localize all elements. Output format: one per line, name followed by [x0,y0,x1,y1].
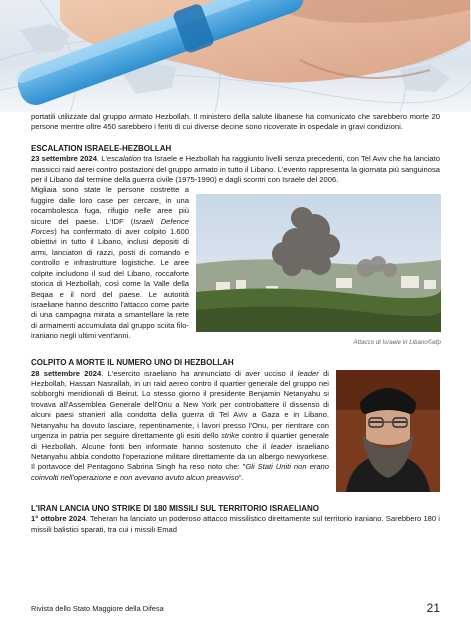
nasrallah-portrait-figure [336,370,440,495]
airstrike-photo-figure [196,194,441,348]
section-heading-iran: L'IRAN LANCIA UNO STRIKE DI 180 MISSILI SUL TERRITORIO ISRAELIANO [31,504,319,514]
nasrallah-portrait-photo [336,370,440,492]
magazine-name: Rivista dello Stato Maggiore della Difesa [31,604,164,613]
page-number: 21 [426,601,440,615]
iran-paragraph: 1° ottobre 2024. Teheran ha lanciato un poderoso attacco missilistico direttamente sul territorio iraniano. Sarebbero 180 i missili balistici sparati, tra cui i missili Emad [31,514,440,534]
page-footer [31,601,440,615]
section-heading-escalation: ESCALATION ISRAELE-HEZBOLLAH [31,143,172,153]
escalation-paragraph-2: Migliaia sono state le persone costrette a fuggire dalle loro case per cercare, in una rocambolesca fuga, rifugio nelle aree più sicure del paese. L'IDF (Israeli Defence Forces) ha confermato di aver colpito 1.600 obiettivi in tutto il Libano, inclusi depositi di armi, lanciatori di razzi, posti di comando e controllo e infrastrutture logistiche. Le aree colpite includono il sud del Libano, roccaforte storica di Hezbollah, così come la Valle della Beqaa e il nord del paese. Le autorità israeliane hanno descritto l'attacco come parte di una campagna mirata a smantellare la rete di armamenti accumulata dal gruppo sciita filo-iraniano negli ultimi vent'anni. [31,185,189,341]
escalation-paragraph: 23 settembre 2024. L'escalation tra Israele e Hezbollah ha raggiunto livelli senza precedenti, con Tel Aviv che ha lanciato massicci raid aerei contro postazioni del gruppo armato in tutto il Libano. L'evento rappresenta la giornata più sanguinosa per il Libano dal termine della guerra civile (1975-1990) e dagli scontri con Israele del 2006. [31,154,440,185]
highlighter-hand-illustration [0,0,471,112]
airstrike-smoke-photo [196,194,441,332]
nasrallah-date: 28 settembre 2024 [31,368,102,378]
nasrallah-paragraph: 28 settembre 2024. L'esercito israeliano ha annunciato di aver ucciso il leader di Hezbollah, Hassan Nasrallah, in un raid aereo contro il quartier generale del gruppo nei sobborghi meridionali di Beirut. Lo stesso giorno il presidente Benjamin Netanyahu si trovava all'Assemblea Generale dell'Onu a New York per controbattere il dissenso di alcuni paesi stranieri alla condotta della guerra di Tel Aviv a Gaza e in Libano. Netanyahu ha dovuto lasciare, repentinamente, i lavori presso l'Onu, per rientrare con urgenza in patria per seguire direttamente gli esiti dello strike contro il quartier generale di Hezbollah. Alcune fonti ben informate hanno sostenuto che il leader israeliano Netanyahu abbia condotto l'operazione militare direttamente da un albergo newyorkese. Il portavoce del Pentagono Sabrina Singh ha reso noto che: "Gli Stati Uniti non erano coinvolti nell'operazione e non avevano avuto alcun preavviso". [31,368,329,482]
section-heading-nasrallah: COLPITO A MORTE IL NUMERO UNO DI HEZBOLLAH [31,358,234,368]
article-body [31,112,440,535]
header-banner-image [0,0,471,112]
iran-date: 1° ottobre 2024 [31,514,86,524]
nasrallah-wrap-block [31,369,440,495]
escalation-wrap-block [31,185,440,348]
escalation-date: 23 settembre 2024 [31,154,97,164]
intro-paragraph: portatili utilizzate dal gruppo armato Hezbollah. Il ministero della salute libanese ha comunicato che sarebbero morte 20 persone mentre oltre 450 sarebbero i feriti di cui diverse decine sono ricoverate in ospedale in gravi condizioni. [31,112,440,132]
airstrike-photo-caption: Attacco di Israele in Libano©afp [353,338,441,346]
